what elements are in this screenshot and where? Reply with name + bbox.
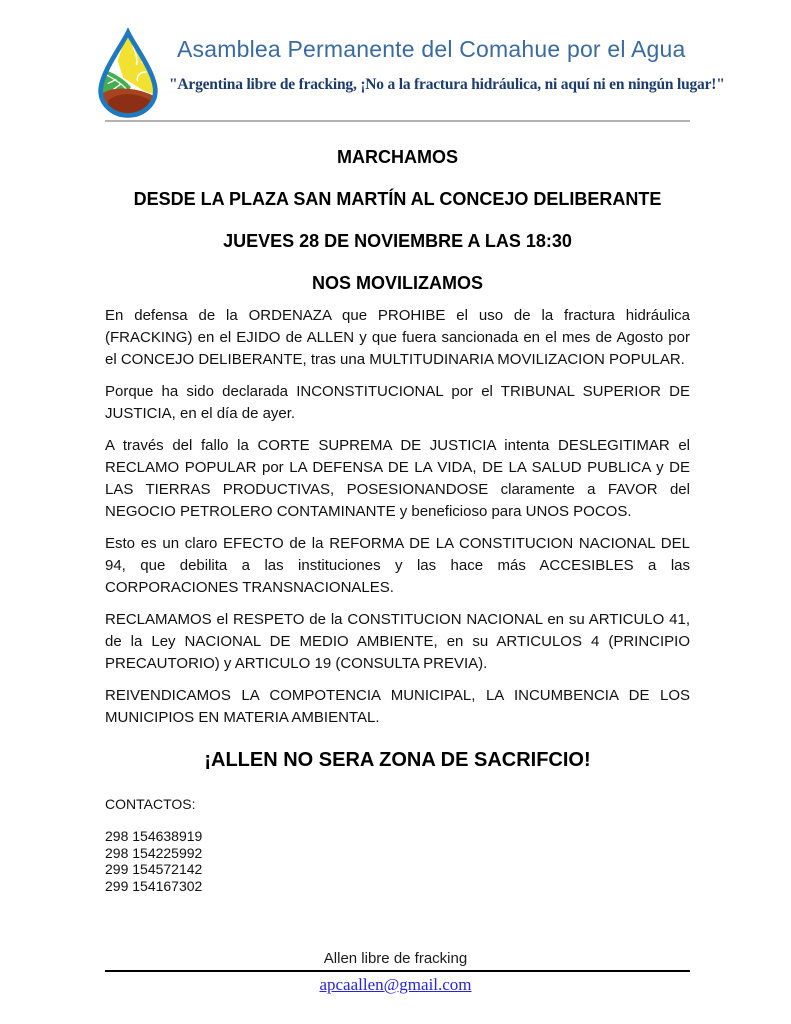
org-name: Asamblea Permanente del Comahue por el Agua — [177, 36, 686, 62]
header-divider — [105, 120, 690, 122]
paragraph-reforma-94: Esto es un claro EFECTO de la REFORMA DE LA CONSTITUCION NACIONAL DEL 94, que debilita a las instituciones y las hace más ACCESIBLES a las CORPORACIONES TRANSNACIONALES. — [105, 535, 690, 596]
phone-list — [105, 828, 690, 894]
heading-route: DESDE LA PLAZA SAN MARTÍN AL CONCEJO DELIBERANTE — [133, 189, 662, 209]
heading-datetime: JUEVES 28 DE NOVIEMBRE A LAS 18:30 — [223, 231, 572, 251]
paragraph-ordenanza: En defensa de la ORDENAZA que PROHIBE el uso de la fractura hidráulica (FRACKING) en el EJIDO de ALLEN y que fuera sancionada en el mes de Agosto por el CONCEJO DELIBERANTE, tras una MULTITUDINARIA MOVILIZACION POPULAR. — [105, 307, 690, 368]
paragraph-corte-suprema: A través del fallo la CORTE SUPREMA DE JUSTICIA intenta DESLEGITIMAR el RECLAMO POPULAR por LA DEFENSA DE LA VIDA, DE LA SALUD PUBLICA y DE LAS TIERRAS PRODUCTIVAS, POSESIONANDOSE claramente a FAVOR del NEGOCIO PETROLERO CONTAMINANTE y beneficioso para UNOS POCOS. — [105, 437, 690, 520]
water-drop-logo-icon — [95, 28, 161, 118]
header — [0, 0, 791, 118]
header-text — [169, 28, 725, 94]
document-body — [0, 148, 791, 894]
heading-movilizamos: NOS MOVILIZAMOS — [312, 273, 483, 293]
phone-number: 299 154167302 — [105, 877, 203, 894]
banner-heading: ¡ALLEN NO SERA ZONA DE SACRIFCIO! — [204, 749, 591, 771]
phone-number: 298 154638919 — [105, 828, 203, 844]
footer-divider — [105, 970, 690, 972]
footer — [0, 950, 791, 995]
paragraph-inconstitucional: Porque ha sido declarada INCONSTITUCIONAL por el TRIBUNAL SUPERIOR DE JUSTICIA, en el día de ayer. — [105, 383, 690, 422]
email-row — [0, 975, 791, 995]
email-link[interactable]: apcaallen@gmail.com — [319, 975, 472, 994]
phone-number: 298 154225992 — [105, 844, 203, 861]
heading-marchamos: MARCHAMOS — [337, 147, 458, 167]
footer-title: Allen libre de fracking — [323, 950, 468, 967]
paragraph-reivindicamos: REIVENDICAMOS LA COMPOTENCIA MUNICIPAL, LA INCUMBENCIA DE LOS MUNICIPIOS EN MATERIA AMBIENTAL. — [105, 687, 690, 726]
phone-number: 299 154572142 — [105, 861, 203, 877]
contacts-label: CONTACTOS: — [105, 796, 196, 812]
contacts-section — [105, 796, 690, 894]
paragraph-reclamamos: RECLAMAMOS el RESPETO de la CONSTITUCION NACIONAL en su ARTICULO 41, de la Ley NACIONAL DE MEDIO AMBIENTE, en su ARTICULOS 4 (PRINCIPIO PRECAUTORIO) y ARTICULO 19 (CONSULTA PREVIA). — [105, 611, 690, 672]
org-slogan: "Argentina libre de fracking, ¡No a la fractura hidráulica, ni aquí ni en ningún lugar!" — [169, 76, 725, 93]
